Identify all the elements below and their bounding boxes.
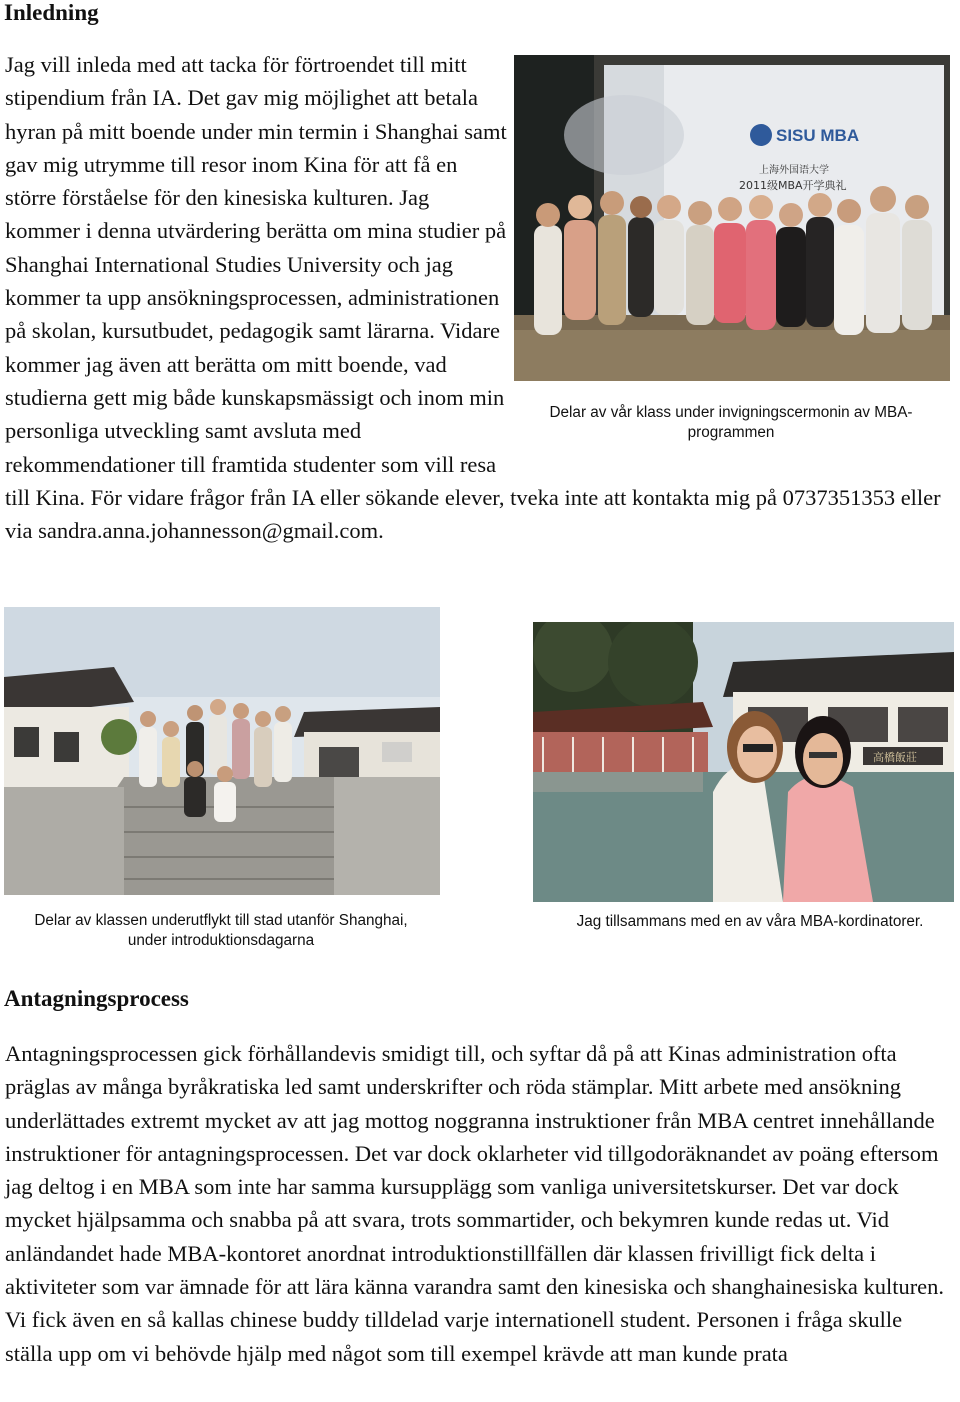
coordinator-caption: Jag tillsammans med en av våra MBA-kordinatorer. xyxy=(576,913,924,930)
ceremony-caption: Delar av vår klass under invigningscermonin av MBA-programmen xyxy=(549,404,913,441)
excursion-caption: Delar av klassen underutflykt till stad utanför Shanghai, under introduktionsdagarna xyxy=(34,912,408,949)
sign-line2: 2011级MBA开学典礼 xyxy=(739,179,847,192)
excursion-photo xyxy=(4,607,440,895)
sign-logo: SISU MBA xyxy=(776,126,860,145)
heading-antagningsprocess: Antagningsprocess xyxy=(4,986,189,1011)
sign-line1: 上海外国语大学 xyxy=(759,165,829,176)
ceremony-photo xyxy=(514,55,950,381)
antagning-paragraph: Antagningsprocessen gick förhållandevis smidigt till, och syftar då på att Kinas administration ofta präglas av många byråkratiska led samt underskrifter och röda stämplar. Mitt arbete med ansökning underlättades extremt mycket av att jag mottog noggranna instruktioner från MBA centret innehållande instruktioner för antagningsprocessen. Det var dock oklarheter vid tillgodoräknandet av poäng eftersom jag deltog i en MBA som inte har samma kursupplägg som vanliga universitetskurser. Det var dock mycket hjälpsamma och snabba på att svara, trots sommartider, och bekymren kunde redas ut. Vid anländandet hade MBA-kontoret anordnat introduktionstillfällen där klassen frivilligt fick delta i aktiviteter som var ämnade för att lära känna varandra samt den kinesiska och shanghainesiska kulturen. Vi fick även en så kallas chinese buddy tilldelad varje internationell student. Personen i fråga skulle ställa upp om vi behövde hjälp med något som till exempel krävde att man kunde prata xyxy=(5,1041,945,1366)
coordinator-photo xyxy=(533,622,954,902)
intro-text: Jag vill inleda med att tacka för förtroendet till mitt stipendium från IA. Det gav mig möjlighet att betala hyran på mitt boende under min termin i Shanghai samt gav mig utrymme till resor inom Kina för att få en större förståelse för den kinesiska kulturen. Jag kommer i denna utvärdering berätta om mina studier på Shanghai International Studies University och jag kommer ta upp ansökningsprocessen, administrationen på skolan, kursutbudet, pedagogik samt lärarna. Vidare kommer jag även att berätta om mitt boende, vad studierna gett mig både kunskapsmässigt och inom min personliga utveckling samt avsluta med rekommendationer till framtida studenter som vill resa till Kina. För vidare frågor från IA eller sökande elever, tveka inte att kontakta mig på 0737351353 eller via sandra.anna.johannesson@gmail.com. xyxy=(5,52,941,544)
heading-inledning: Inledning xyxy=(4,0,99,25)
shop-sign: 高橋飯莊 xyxy=(873,751,917,764)
